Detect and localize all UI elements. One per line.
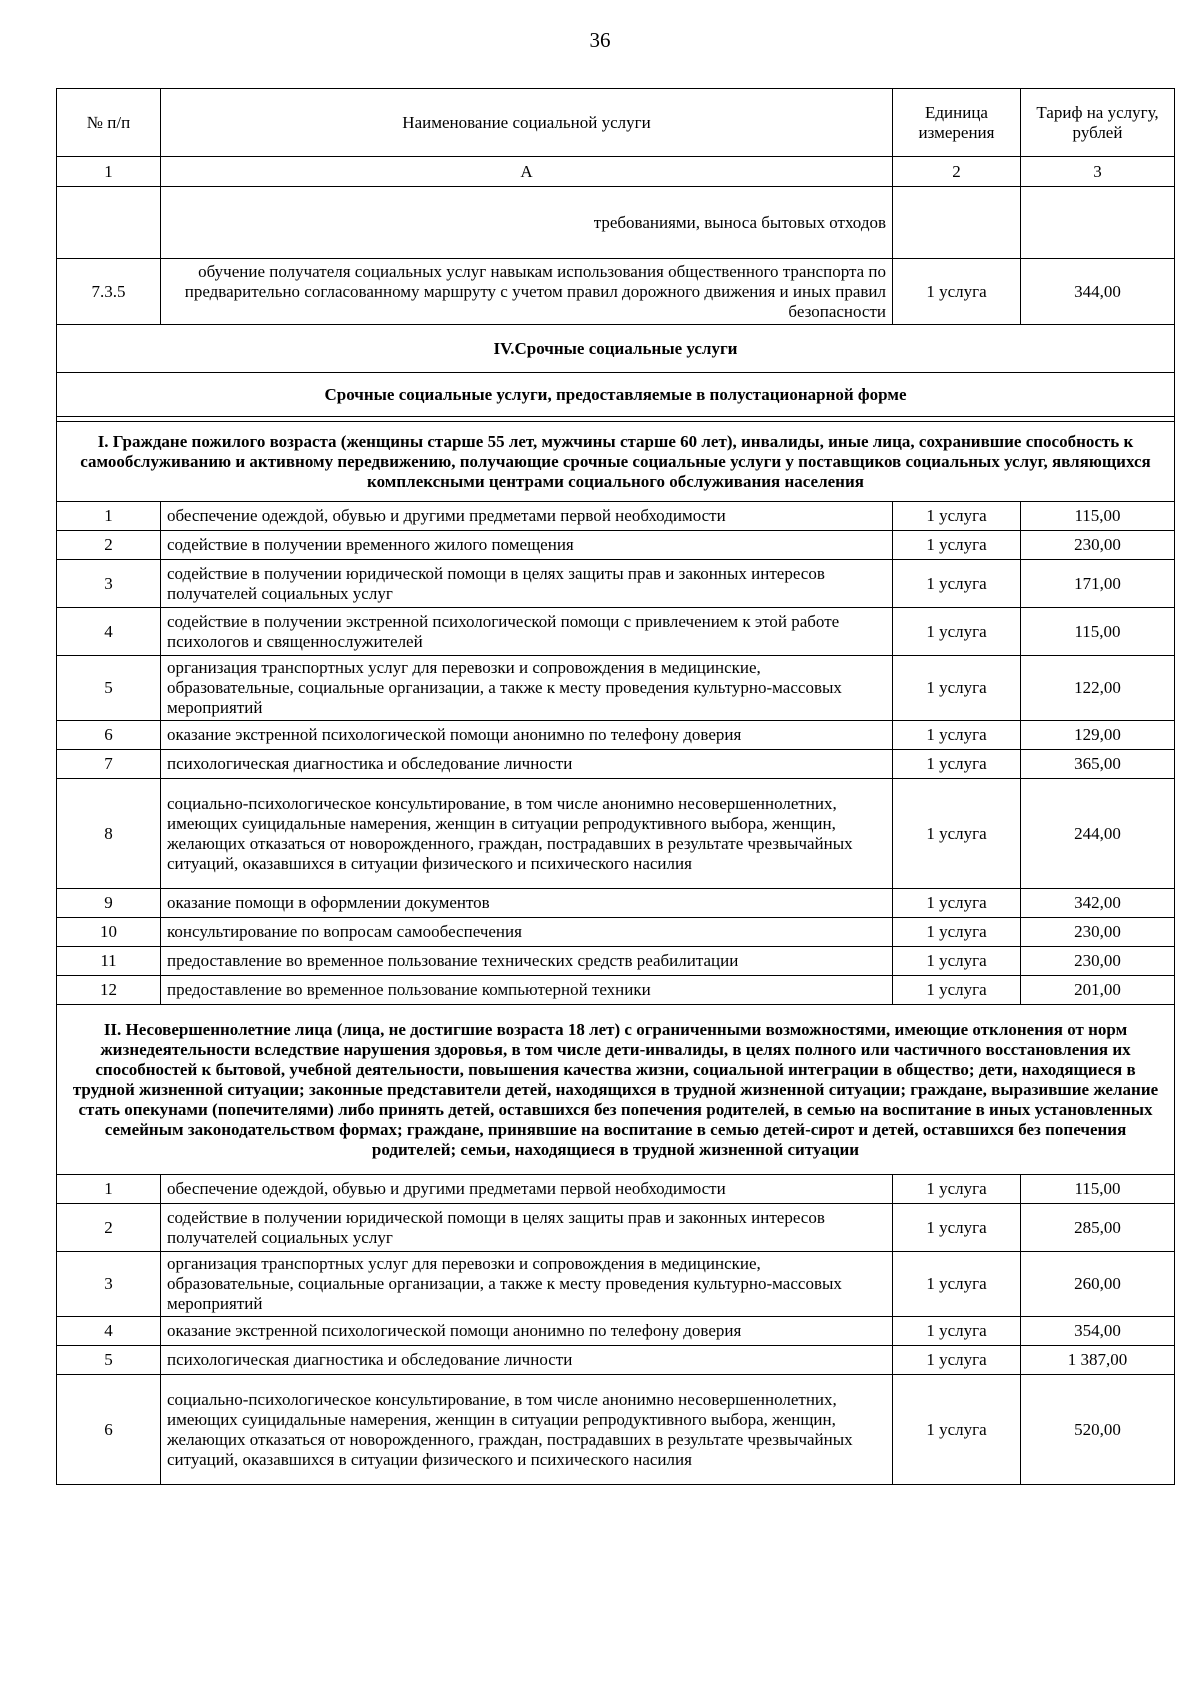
row-num: 4 [57,1317,161,1346]
table-row [57,1204,1175,1252]
row-unit: 1 услуга [893,889,1021,918]
row-tariff: 354,00 [1021,1317,1175,1346]
row-unit: 1 услуга [893,531,1021,560]
row-unit: 1 услуга [893,656,1021,721]
row-tariff: 244,00 [1021,779,1175,889]
row-tariff: 129,00 [1021,721,1175,750]
row-unit: 1 услуга [893,721,1021,750]
row-tariff: 260,00 [1021,1252,1175,1317]
row-num: 5 [57,1346,161,1375]
header-row [57,89,1175,157]
row-num: 1 [57,502,161,531]
row-tariff: 230,00 [1021,531,1175,560]
row-num: 3 [57,560,161,608]
row-num: 1 [57,1175,161,1204]
subsection-title: Срочные социальные услуги, предоставляемые в полустационарной форме [57,373,1175,417]
table-row [57,259,1175,325]
row-name: психологическая диагностика и обследование личности [161,750,893,779]
row-tariff: 171,00 [1021,560,1175,608]
continuation-unit [893,187,1021,259]
row-name: психологическая диагностика и обследование личности [161,1346,893,1375]
row-name: обучение получателя социальных услуг навыкам использования общественного транспорта по предварительно согласованному маршруту с учетом правил дорожного движения и иных правил безопасности [161,259,893,325]
row-name: предоставление во временное пользование компьютерной техники [161,976,893,1005]
row-name: организация транспортных услуг для перевозки и сопровождения в медицинские, образовательные, социальные организации, а также к месту проведения культурно-массовых мероприятий [161,656,893,721]
row-tariff: 115,00 [1021,608,1175,656]
table-row [57,1346,1175,1375]
header-name: Наименование социальной услуги [161,89,893,157]
row-unit: 1 услуга [893,779,1021,889]
row-unit: 1 услуга [893,259,1021,325]
row-unit: 1 услуга [893,502,1021,531]
row-num: 3 [57,1252,161,1317]
table-row [57,976,1175,1005]
row-unit: 1 услуга [893,1175,1021,1204]
table-row [57,560,1175,608]
row-name: предоставление во временное пользование технических средств реабилитации [161,947,893,976]
subsection-title-row [57,373,1175,417]
row-num: 2 [57,531,161,560]
row-num: 12 [57,976,161,1005]
column-number-row [57,157,1175,187]
row-name: содействие в получении временного жилого помещения [161,531,893,560]
row-num: 2 [57,1204,161,1252]
row-name: содействие в получении экстренной психологической помощи с привлечением к этой работе психологов и священнослужителей [161,608,893,656]
colnum-tariff: 3 [1021,157,1175,187]
row-tariff: 285,00 [1021,1204,1175,1252]
row-name: содействие в получении юридической помощи в целях защиты прав и законных интересов получателей социальных услуг [161,1204,893,1252]
row-unit: 1 услуга [893,608,1021,656]
row-unit: 1 услуга [893,918,1021,947]
row-name: оказание экстренной психологической помощи анонимно по телефону доверия [161,1317,893,1346]
row-tariff: 342,00 [1021,889,1175,918]
table-row [57,608,1175,656]
row-unit: 1 услуга [893,750,1021,779]
row-unit: 1 услуга [893,1375,1021,1485]
colnum-num: 1 [57,157,161,187]
row-name: консультирование по вопросам самообеспечения [161,918,893,947]
row-tariff: 365,00 [1021,750,1175,779]
row-tariff: 201,00 [1021,976,1175,1005]
row-name: социально-психологическое консультирование, в том числе анонимно несовершеннолетних, имеющих суицидальные намерения, женщин в ситуации репродуктивного выбора, женщин, желающих отказаться от новорожденного, граждан, пострадавших в результате чрезвычайных ситуаций, оказавшихся в ситуации физического и психического насилия [161,779,893,889]
continuation-tariff [1021,187,1175,259]
row-name: оказание экстренной психологической помощи анонимно по телефону доверия [161,721,893,750]
row-name: обеспечение одеждой, обувью и другими предметами первой необходимости [161,1175,893,1204]
row-num: 6 [57,721,161,750]
row-unit: 1 услуга [893,976,1021,1005]
table-row [57,1252,1175,1317]
row-num: 9 [57,889,161,918]
row-unit: 1 услуга [893,560,1021,608]
row-unit: 1 услуга [893,1204,1021,1252]
continuation-text: требованиями, выноса бытовых отходов [161,187,893,259]
row-num: 4 [57,608,161,656]
row-tariff: 1 387,00 [1021,1346,1175,1375]
row-name: социально-психологическое консультирование, в том числе анонимно несовершеннолетних, имеющих суицидальные намерения, женщин в ситуации репродуктивного выбора, женщин, желающих отказаться от новорожденного, граждан, пострадавших в результате чрезвычайных ситуаций, оказавшихся в ситуации физического и психического насилия [161,1375,893,1485]
table-row [57,1175,1175,1204]
table-row [57,947,1175,976]
row-tariff: 115,00 [1021,502,1175,531]
tariff-table [56,88,1175,1485]
header-unit: Единица измерения [893,89,1021,157]
group1-title: I. Граждане пожилого возраста (женщины старше 55 лет, мужчины старше 60 лет), инвалиды, иные лица, сохранившие способность к самообслуживанию и активному передвижению, получающие срочные социальные услуги у поставщиков социальных услуг, являющихся комплексными центрами социального обслуживания населения [57,422,1175,502]
table-row [57,889,1175,918]
section-title: IV.Срочные социальные услуги [57,325,1175,373]
row-num: 7 [57,750,161,779]
continuation-row [57,187,1175,259]
row-tariff: 115,00 [1021,1175,1175,1204]
row-name: организация транспортных услуг для перевозки и сопровождения в медицинские, образовательные, социальные организации, а также к месту проведения культурно-массовых мероприятий [161,1252,893,1317]
table-row [57,531,1175,560]
row-unit: 1 услуга [893,1252,1021,1317]
row-num: 10 [57,918,161,947]
row-num: 5 [57,656,161,721]
table-row [57,779,1175,889]
table-row [57,1375,1175,1485]
header-tariff: Тариф на услугу, рублей [1021,89,1175,157]
table-row [57,656,1175,721]
group2-title-row [57,1005,1175,1175]
table-row [57,721,1175,750]
table-row [57,502,1175,531]
row-tariff: 230,00 [1021,918,1175,947]
row-unit: 1 услуга [893,1317,1021,1346]
group2-title: II. Несовершеннолетние лица (лица, не достигшие возраста 18 лет) с ограниченными возможностями, имеющие отклонения от норм жизнедеятельности вследствие нарушения здоровья, в том числе дети-инвалиды, в целях полного или частичного восстановления их способностей к бытовой, учебной деятельности, повышения качества жизни, социальной интеграции в общество; дети, находящиеся в трудной жизненной ситуации; законные представители детей, находящихся в трудной жизненной ситуации; граждане, выразившие желание стать опекунами (попечителями) либо принять детей, оставшихся без попечения родителей, в семью на воспитание в иных установленных семейным законодательством формах; граждане, принявшие на воспитание в семью детей-сирот и детей, оставшихся без попечения родителей; семьи, находящиеся в трудной жизненной ситуации [57,1005,1175,1175]
row-num: 7.3.5 [57,259,161,325]
row-num: 6 [57,1375,161,1485]
group1-title-row [57,422,1175,502]
colnum-unit: 2 [893,157,1021,187]
colnum-name: А [161,157,893,187]
row-name: оказание помощи в оформлении документов [161,889,893,918]
table-row [57,1317,1175,1346]
row-tariff: 230,00 [1021,947,1175,976]
page-number: 36 [589,28,611,52]
row-num: 11 [57,947,161,976]
row-num: 8 [57,779,161,889]
row-unit: 1 услуга [893,947,1021,976]
table-row [57,750,1175,779]
row-unit: 1 услуга [893,1346,1021,1375]
row-tariff: 520,00 [1021,1375,1175,1485]
row-name: обеспечение одеждой, обувью и другими предметами первой необходимости [161,502,893,531]
header-num: № п/п [57,89,161,157]
continuation-num [57,187,161,259]
table-row [57,918,1175,947]
row-tariff: 344,00 [1021,259,1175,325]
section-title-row [57,325,1175,373]
row-name: содействие в получении юридической помощи в целях защиты прав и законных интересов получателей социальных услуг [161,560,893,608]
row-tariff: 122,00 [1021,656,1175,721]
